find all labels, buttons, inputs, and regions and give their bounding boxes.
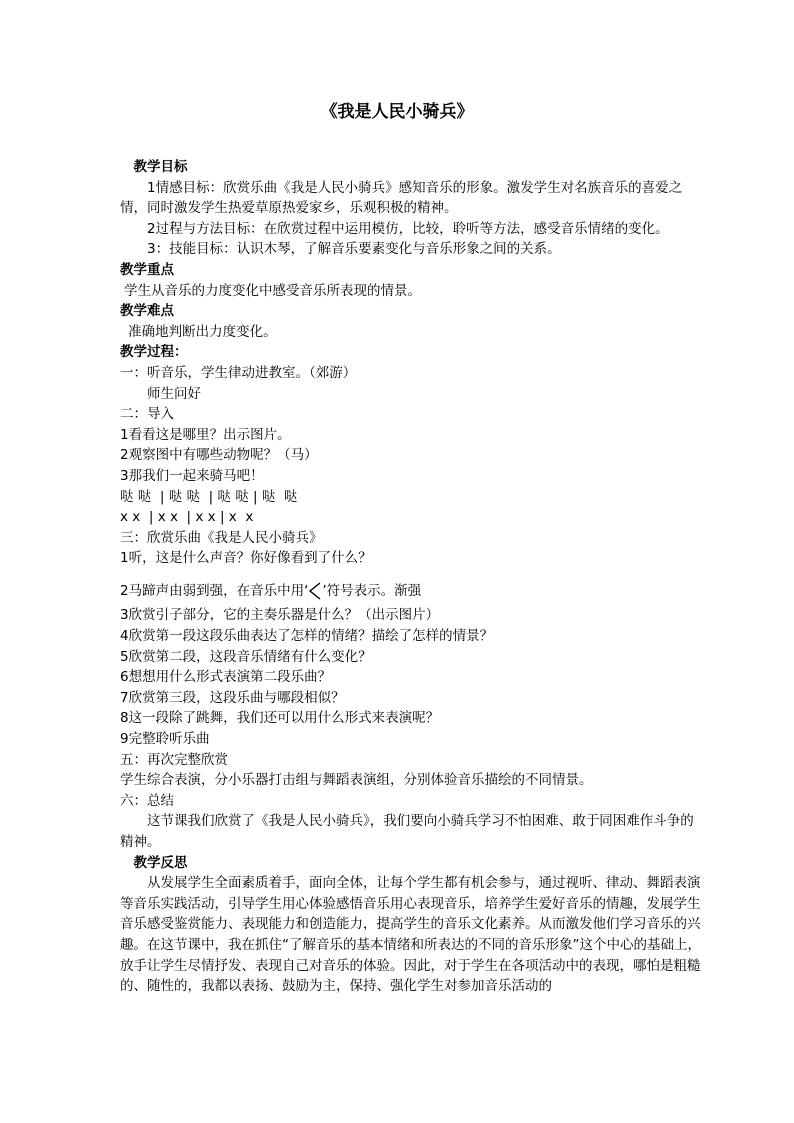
step-three-item-5: 5欣赏第二段，这段音乐情绪有什么变化？ — [120, 648, 372, 665]
step-three-item-2-a: 2马蹄声由弱到强，在音乐中用‘ — [120, 582, 309, 599]
step-two-item-1: 1看看这是哪里？出示图片。 — [120, 426, 291, 443]
document-body — [120, 157, 702, 997]
step-three-item-8: 8这一段除了跳舞，我们还可以用什么形式来表演呢？ — [120, 710, 440, 727]
rhythm-words: 哒 哒 | 哒 哒 | 哒 哒 | 哒 哒 — [120, 488, 298, 505]
step-three-item-1: 1听，这是什么声音？你好像看到了什么？ — [120, 550, 372, 567]
step-five: 五：再次完整欣赏 — [120, 751, 228, 768]
reflection-text: 从发展学生全面素质着手，面向全体，让每个学生都有机会参与，通过视听、律动、舞蹈表演等音乐实践活动，引导学生用心体验感悟音乐用心表现音乐，培养学生爱好音乐的情趣，发展学生音乐感受鉴赏能力、表现能力和创造能力，提高学生的音乐文化素养。从而激发他们学习音乐的兴趣。在这节课中，我在抓住“了解音乐的基本情绪和所表达的不同的音乐形象”这个中心的基础上，放手让学生尽情抒发、表现自己对音乐的体验。因此，对于学生在各项活动中的表现，哪怕是粗糙的、随性的，我都以表扬、鼓励为主，保持、强化学生对参加音乐活动的 — [120, 875, 701, 995]
step-one: 一：听音乐，学生律动进教室。（郊游） — [120, 364, 357, 381]
step-two: 二：导入 — [120, 406, 174, 423]
reflection-heading: 教学反思 — [133, 854, 188, 871]
key-text: 学生从音乐的力度变化中感受音乐所表现的情景。 — [124, 282, 422, 299]
step-one-sub: 师生问好 — [147, 385, 201, 402]
step-three-item-4: 4欣赏第一段这段乐曲表达了怎样的情绪？描绘了怎样的情景？ — [120, 628, 494, 645]
document-title: 《我是人民小骑兵》 — [320, 102, 474, 122]
step-three-item-9: 9完整聆听乐曲 — [120, 731, 210, 748]
step-five-text: 学生综合表演，分小乐器打击组与舞蹈表演组，分别体验音乐描绘的不同情景。 — [120, 772, 593, 789]
goal-skill: 3：技能目标：认识木琴，了解音乐要素变化与音乐形象之间的关系。 — [147, 241, 561, 258]
step-three-item-2 — [120, 581, 702, 602]
key-heading: 教学重点 — [120, 261, 174, 278]
summary-text: 这节课我们欣赏了《我是人民小骑兵》，我们要向小骑兵学习不怕困难、敢于同困难作斗争的精神。 — [120, 813, 694, 850]
step-two-item-3: 3那我们一起来骑马吧！ — [120, 467, 264, 484]
goals-heading: 教学目标 — [133, 159, 188, 175]
goal-emotion: 1情感目标：欣赏乐曲《我是人民小骑兵》感知音乐的形象。激发学生对名族音乐的喜爱之情，同时激发学生热爱草原热爱家乡，乐观积极的精神。 — [120, 179, 683, 217]
rhythm-marks: x x | x x | x x | x x — [120, 509, 254, 526]
step-two-item-2: 2观察图中有哪些动物呢？（马） — [120, 447, 318, 464]
step-three-item-3: 3欣赏引子部分，它的主奏乐器是什么？（出示图片） — [120, 607, 440, 624]
step-six: 六：总结 — [120, 792, 174, 809]
step-three-item-6: 6想想用什么形式表演第二段乐曲？ — [120, 669, 332, 686]
difficulty-heading: 教学难点 — [120, 303, 174, 320]
step-three-item-7: 7欣赏第三段，这段乐曲与哪段相似？ — [120, 689, 345, 706]
difficulty-text: 准确地判断出力度变化。 — [128, 323, 277, 340]
step-three: 三：欣赏乐曲《我是人民小骑兵》 — [120, 529, 323, 546]
step-three-item-2-b: ’符号表示。渐强 — [322, 582, 422, 599]
goal-process: 2过程与方法目标：在欣赏过程中运用模仿，比较，聆听等方法，感受音乐情绪的变化。 — [147, 220, 669, 237]
process-heading: 教学过程： — [120, 344, 188, 361]
crescendo-symbol-icon — [308, 581, 322, 601]
